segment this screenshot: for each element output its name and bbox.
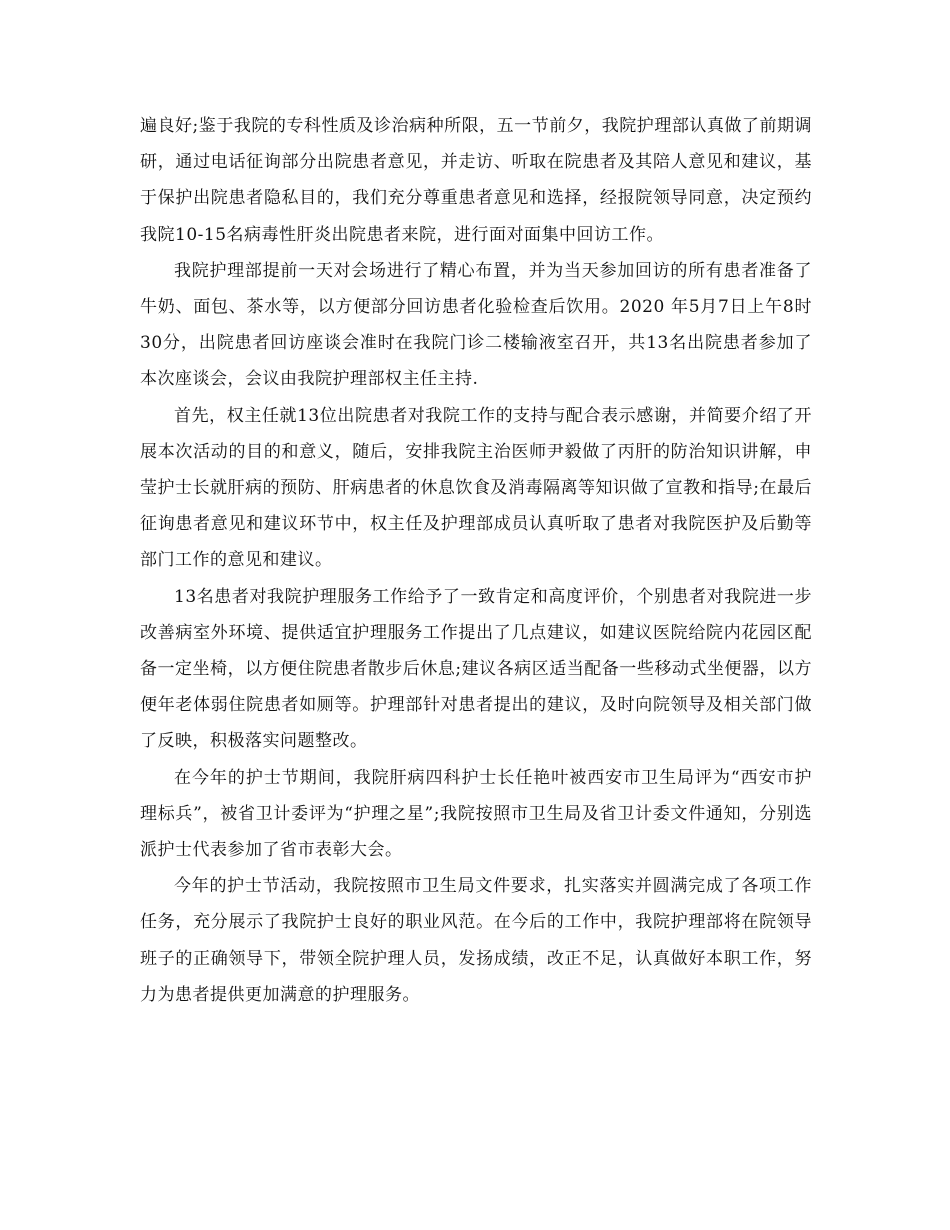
paragraph-continued: 遍良好;鉴于我院的专科性质及诊治病种所限，五一节前夕，我院护理部认真做了前期调研，通过电话征询部分出院患者意见，并走访、听取在院患者及其陪人意见和建议，基于保护出院患者隐私目的，我们充分尊重患者意见和选择，经报院领导同意，决定预约我院10-15名病毒性肝炎出院患者来院，进行面对面集中回访工作。 — [140, 116, 812, 245]
document-body — [140, 108, 812, 1013]
paragraph-awards: 在今年的护士节期间，我院肝病四科护士长任艳叶被西安市卫生局评为“西安市护理标兵”，被省卫计委评为“护理之星”;我院按照市卫生局及省卫计委文件通知，分别选派护士代表参加了省市表彰大会。 — [140, 767, 812, 861]
paragraph-conclusion: 今年的护士节活动，我院按照市卫生局文件要求，扎实落实并圆满完成了各项工作任务，充分展示了我院护士良好的职业风范。在今后的工作中，我院护理部将在院领导班子的正确领导下，带领全院护理人员，发扬成绩，改正不足，认真做好本职工作，努力为患者提供更加满意的护理服务。 — [140, 876, 812, 1005]
paragraph-venue-setup: 我院护理部提前一天对会场进行了精心布置，并为当天参加回访的所有患者准备了牛奶、面包、茶水等，以方便部分回访患者化验检查后饮用。2020 年5月7日上午8时30分，出院患者回访座谈会准时在我院门诊二楼输液室召开，共13名出院患者参加了本次座谈会，会议由我院护理部权主任主持. — [140, 260, 812, 390]
paragraph-patient-feedback: 13名患者对我院护理服务工作给予了一致肯定和高度评价，个别患者对我院进一步改善病室外环境、提供适宜护理服务工作提出了几点建议，如建议医院给院内花园区配备一定坐椅，以方便住院患者散步后休息;建议各病区适当配备一些移动式坐便器，以方便年老体弱住院患者如厕等。护理部针对患者提出的建议，及时向院领导及相关部门做了反映，积极落实问题整改。 — [140, 586, 812, 752]
paragraph-meeting-agenda: 首先，权主任就13位出院患者对我院工作的支持与配合表示感谢，并简要介绍了开展本次活动的目的和意义，随后，安排我院主治医师尹毅做了丙肝的防治知识讲解，申莹护士长就肝病的预防、肝病患者的休息饮食及消毒隔离等知识做了宣教和指导;在最后征询患者意见和建议环节中，权主任及护理部成员认真听取了患者对我院医护及后勤等部门工作的意见和建议。 — [140, 405, 812, 571]
